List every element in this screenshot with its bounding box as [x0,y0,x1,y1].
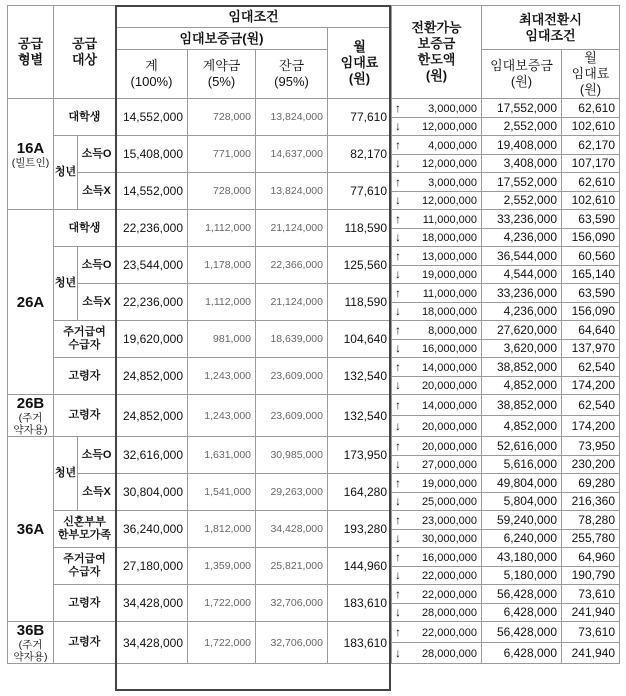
deposit-balance: 13,824,000 [256,173,328,210]
header-supply-target: 공급 대상 [54,6,116,99]
max-conversion-rent: 241,940 [562,643,620,664]
arrow-up-icon: ↑ [395,359,401,374]
convertible-limit-value: 25,000,000 [421,496,477,509]
convertible-limit-cell [392,210,482,229]
deposit-total: 22,236,000 [116,210,188,247]
supply-type-cell [8,99,54,210]
arrow-down-icon: ↓ [395,267,401,282]
max-conversion-deposit: 5,180,000 [482,566,562,585]
income-condition-cell: 소득X [78,284,116,321]
deposit-total: 24,852,000 [116,395,188,437]
deposit-balance: 30,985,000 [256,437,328,474]
convertible-limit-value: 18,000,000 [421,306,477,319]
rental-conditions-table [7,5,620,664]
supply-target-cell: 청년 [54,247,78,321]
deposit-balance: 22,366,000 [256,247,328,284]
supply-type-label: 16A [16,139,45,157]
convertible-limit-cell [392,358,482,377]
max-conversion-deposit: 2,552,000 [482,191,562,210]
supply-target-cell: 주거급여 수급자 [54,321,116,358]
arrow-down-icon: ↓ [395,419,401,433]
supply-target-cell: 신혼부부 한부모가족 [54,511,116,548]
supply-target-cell: 청년 [54,136,78,210]
deposit-balance: 18,639,000 [256,321,328,358]
deposit-balance: 23,609,000 [256,395,328,437]
deposit-balance: 23,609,000 [256,358,328,395]
deposit-total: 36,240,000 [116,511,188,548]
max-conversion-deposit: 6,240,000 [482,529,562,548]
convertible-limit-value: 20,000,000 [421,421,477,433]
supply-type-note: (주거 약자용) [13,412,48,436]
supply-type-cell [8,395,54,437]
income-condition-cell: 소득O [78,247,116,284]
supply-type-cell [8,210,54,395]
arrow-down-icon: ↓ [395,304,401,319]
convertible-limit-cell [392,455,482,474]
arrow-up-icon: ↑ [395,285,401,300]
table-row [8,358,620,377]
table-row [8,395,620,416]
arrow-down-icon: ↓ [395,193,401,208]
max-conversion-rent: 230,200 [562,455,620,474]
arrow-down-icon: ↓ [395,494,401,509]
max-conversion-deposit: 52,616,000 [482,437,562,456]
table-row [8,622,620,643]
convertible-limit-cell [392,511,482,530]
arrow-up-icon: ↑ [395,100,401,115]
convertible-limit-cell [392,585,482,604]
arrow-up-icon: ↑ [395,625,401,639]
convertible-limit-value: 14,000,000 [421,400,477,412]
max-conversion-deposit: 4,236,000 [482,228,562,247]
table-row [8,247,620,266]
arrow-down-icon: ↓ [395,605,401,620]
supply-type-label: 26A [16,293,45,311]
max-conversion-deposit: 17,552,000 [482,99,562,118]
convertible-limit-value: 4,000,000 [428,139,477,152]
arrow-down-icon: ↓ [395,646,401,660]
convertible-limit-cell [392,228,482,247]
deposit-contract: 771,000 [188,136,256,173]
table-row [8,284,620,303]
deposit-contract: 1,631,000 [188,437,256,474]
convertible-limit-cell [392,376,482,395]
max-conversion-rent: 156,090 [562,302,620,321]
convertible-limit-value: 30,000,000 [421,533,477,546]
convertible-limit-value: 20,000,000 [421,380,477,393]
deposit-total: 22,236,000 [116,284,188,321]
deposit-contract: 728,000 [188,173,256,210]
convertible-limit-value: 8,000,000 [428,324,477,337]
convertible-limit-cell [392,284,482,303]
convertible-limit-value: 11,000,000 [422,213,477,226]
deposit-contract: 981,000 [188,321,256,358]
supply-target-cell: 고령자 [54,622,116,664]
max-conversion-deposit: 5,804,000 [482,492,562,511]
convertible-limit-cell [392,265,482,284]
supply-type-cell [8,622,54,664]
monthly-rent: 173,950 [328,437,392,474]
max-conversion-deposit: 38,852,000 [482,395,562,416]
arrow-down-icon: ↓ [395,531,401,546]
convertible-limit-value: 16,000,000 [421,551,477,564]
monthly-rent: 118,590 [328,210,392,247]
max-conversion-deposit: 4,544,000 [482,265,562,284]
convertible-limit-value: 23,000,000 [421,514,477,527]
convertible-limit-value: 28,000,000 [421,648,477,660]
max-conversion-deposit: 6,428,000 [482,603,562,622]
deposit-balance: 32,706,000 [256,585,328,622]
deposit-contract: 1,112,000 [188,210,256,247]
table-row [8,321,620,340]
convertible-limit-value: 11,000,000 [422,287,477,300]
max-conversion-deposit: 19,408,000 [482,136,562,155]
max-conversion-rent: 63,590 [562,284,620,303]
convertible-limit-cell [392,99,482,118]
table-row [8,136,620,155]
header-rental-conditions: 임대조건 [116,6,392,28]
monthly-rent: 77,610 [328,99,392,136]
supply-target-cell: 대학생 [54,99,116,136]
deposit-contract: 1,812,000 [188,511,256,548]
convertible-limit-value: 12,000,000 [421,121,477,134]
arrow-up-icon: ↑ [395,398,401,412]
convertible-limit-value: 12,000,000 [421,158,477,171]
arrow-down-icon: ↓ [395,230,401,245]
arrow-up-icon: ↑ [395,248,401,263]
convertible-limit-cell [392,492,482,511]
deposit-contract: 728,000 [188,99,256,136]
convertible-limit-cell [392,643,482,664]
max-conversion-rent: 78,280 [562,511,620,530]
arrow-up-icon: ↑ [395,549,401,564]
max-conversion-deposit: 4,852,000 [482,416,562,437]
convertible-limit-value: 22,000,000 [421,627,477,639]
max-conversion-deposit: 4,852,000 [482,376,562,395]
max-conversion-rent: 73,610 [562,622,620,643]
max-conversion-deposit: 33,236,000 [482,284,562,303]
deposit-total: 34,428,000 [116,622,188,664]
header-total: 계 (100%) [116,50,188,99]
max-conversion-deposit: 56,428,000 [482,585,562,604]
table-row [8,511,620,530]
max-conversion-rent: 62,170 [562,136,620,155]
convertible-limit-value: 19,000,000 [421,269,477,282]
deposit-total: 34,428,000 [116,585,188,622]
max-conversion-deposit: 17,552,000 [482,173,562,192]
convertible-limit-cell [392,437,482,456]
deposit-balance: 21,124,000 [256,284,328,321]
max-conversion-deposit: 33,236,000 [482,210,562,229]
max-conversion-rent: 156,090 [562,228,620,247]
convertible-limit-cell [392,474,482,493]
max-conversion-deposit: 49,804,000 [482,474,562,493]
deposit-total: 15,408,000 [116,136,188,173]
max-conversion-rent: 62,610 [562,173,620,192]
supply-type-note: (주거 약자용) [13,639,48,663]
monthly-rent: 132,540 [328,358,392,395]
header-deposit: 임대보증금(원) [116,28,328,50]
convertible-limit-cell [392,117,482,136]
supply-type-label: 26B [16,395,45,412]
max-conversion-deposit: 4,236,000 [482,302,562,321]
convertible-limit-cell [392,416,482,437]
convertible-limit-cell [392,339,482,358]
max-conversion-deposit: 43,180,000 [482,548,562,567]
convertible-limit-cell [392,247,482,266]
income-condition-cell: 소득X [78,173,116,210]
max-conversion-rent: 69,280 [562,474,620,493]
deposit-total: 23,544,000 [116,247,188,284]
supply-target-cell: 고령자 [54,585,116,622]
arrow-down-icon: ↓ [395,119,401,134]
convertible-limit-cell [392,136,482,155]
header-max-deposit: 임대보증금 (원) [482,50,562,99]
deposit-total: 32,616,000 [116,437,188,474]
convertible-limit-value: 13,000,000 [421,250,477,263]
convertible-limit-cell [392,603,482,622]
max-conversion-rent: 63,590 [562,210,620,229]
deposit-total: 24,852,000 [116,358,188,395]
max-conversion-rent: 241,940 [562,603,620,622]
convertible-limit-value: 27,000,000 [421,459,477,472]
convertible-limit-cell [392,191,482,210]
deposit-contract: 1,722,000 [188,585,256,622]
convertible-limit-cell [392,321,482,340]
convertible-limit-cell [392,154,482,173]
arrow-down-icon: ↓ [395,341,401,356]
supply-type-label: 36A [16,520,45,538]
deposit-contract: 1,722,000 [188,622,256,664]
monthly-rent: 77,610 [328,173,392,210]
header-convertible-limit: 전환가능 보증금 한도액 (원) [392,6,482,99]
max-conversion-rent: 73,950 [562,437,620,456]
arrow-up-icon: ↑ [395,438,401,453]
convertible-limit-value: 3,000,000 [428,102,477,115]
max-conversion-deposit: 36,544,000 [482,247,562,266]
max-conversion-rent: 64,640 [562,321,620,340]
convertible-limit-value: 28,000,000 [421,607,477,620]
max-conversion-rent: 102,610 [562,191,620,210]
max-conversion-deposit: 56,428,000 [482,622,562,643]
convertible-limit-cell [392,548,482,567]
monthly-rent: 118,590 [328,284,392,321]
deposit-total: 14,552,000 [116,173,188,210]
convertible-limit-value: 20,000,000 [421,440,477,453]
income-condition-cell: 소득O [78,437,116,474]
max-conversion-deposit: 2,552,000 [482,117,562,136]
table-row [8,99,620,118]
supply-target-cell: 고령자 [54,358,116,395]
deposit-balance: 13,824,000 [256,99,328,136]
supply-type-cell [8,437,54,622]
convertible-limit-cell [392,302,482,321]
header-max-rent: 월 임대료 (원) [562,50,620,99]
max-conversion-rent: 102,610 [562,117,620,136]
max-conversion-rent: 165,140 [562,265,620,284]
max-conversion-deposit: 38,852,000 [482,358,562,377]
max-conversion-deposit: 6,428,000 [482,643,562,664]
monthly-rent: 183,610 [328,622,392,664]
max-conversion-rent: 60,560 [562,247,620,266]
max-conversion-deposit: 3,620,000 [482,339,562,358]
deposit-balance: 25,821,000 [256,548,328,585]
convertible-limit-value: 16,000,000 [421,343,477,356]
convertible-limit-value: 19,000,000 [421,477,477,490]
deposit-balance: 21,124,000 [256,210,328,247]
supply-target-cell: 고령자 [54,395,116,437]
header-monthly-rent: 월 임대료 (원) [328,28,392,99]
convertible-limit-value: 12,000,000 [421,195,477,208]
income-condition-cell: 소득X [78,474,116,511]
deposit-contract: 1,178,000 [188,247,256,284]
arrow-up-icon: ↑ [395,211,401,226]
table-row [8,585,620,604]
convertible-limit-value: 22,000,000 [421,588,477,601]
arrow-up-icon: ↑ [395,586,401,601]
monthly-rent: 164,280 [328,474,392,511]
convertible-limit-value: 18,000,000 [421,232,477,245]
deposit-contract: 1,112,000 [188,284,256,321]
deposit-balance: 32,706,000 [256,622,328,664]
monthly-rent: 183,610 [328,585,392,622]
monthly-rent: 82,170 [328,136,392,173]
deposit-contract: 1,243,000 [188,358,256,395]
supply-type-label: 36B [16,622,45,639]
header-contract: 계약금 (5%) [188,50,256,99]
arrow-up-icon: ↑ [395,475,401,490]
max-conversion-rent: 62,540 [562,358,620,377]
monthly-rent: 125,560 [328,247,392,284]
arrow-down-icon: ↓ [395,156,401,171]
supply-target-cell: 대학생 [54,210,116,247]
supply-target-cell: 청년 [54,437,78,511]
max-conversion-rent: 255,780 [562,529,620,548]
max-conversion-deposit: 5,616,000 [482,455,562,474]
convertible-limit-cell [392,622,482,643]
max-conversion-deposit: 59,240,000 [482,511,562,530]
arrow-down-icon: ↓ [395,378,401,393]
deposit-balance: 34,428,000 [256,511,328,548]
max-conversion-rent: 174,200 [562,416,620,437]
arrow-down-icon: ↓ [395,568,401,583]
deposit-contract: 1,243,000 [188,395,256,437]
max-conversion-rent: 73,610 [562,585,620,604]
max-conversion-rent: 216,360 [562,492,620,511]
max-conversion-rent: 190,790 [562,566,620,585]
arrow-up-icon: ↑ [395,174,401,189]
deposit-total: 30,804,000 [116,474,188,511]
max-conversion-rent: 62,540 [562,395,620,416]
table-row [8,173,620,192]
deposit-balance: 29,263,000 [256,474,328,511]
max-conversion-rent: 62,610 [562,99,620,118]
convertible-limit-cell [392,173,482,192]
deposit-total: 14,552,000 [116,99,188,136]
income-condition-cell: 소득O [78,136,116,173]
convertible-limit-value: 22,000,000 [421,570,477,583]
monthly-rent: 132,540 [328,395,392,437]
convertible-limit-value: 14,000,000 [421,361,477,374]
header-balance: 잔금 (95%) [256,50,328,99]
deposit-total: 27,180,000 [116,548,188,585]
supply-target-cell: 주거급여 수급자 [54,548,116,585]
supply-type-note: (빌트인) [11,156,50,169]
monthly-rent: 193,280 [328,511,392,548]
convertible-limit-value: 3,000,000 [428,176,477,189]
max-conversion-rent: 107,170 [562,154,620,173]
arrow-up-icon: ↑ [395,322,401,337]
table-row [8,474,620,493]
table-row [8,548,620,567]
convertible-limit-cell [392,395,482,416]
monthly-rent: 104,640 [328,321,392,358]
header-max-conversion: 최대전환시 임대조건 [482,6,620,50]
max-conversion-deposit: 27,620,000 [482,321,562,340]
deposit-contract: 1,541,000 [188,474,256,511]
deposit-contract: 1,359,000 [188,548,256,585]
deposit-balance: 14,637,000 [256,136,328,173]
deposit-total: 19,620,000 [116,321,188,358]
arrow-up-icon: ↑ [395,512,401,527]
arrow-up-icon: ↑ [395,137,401,152]
convertible-limit-cell [392,529,482,548]
convertible-limit-cell [392,566,482,585]
arrow-down-icon: ↓ [395,457,401,472]
monthly-rent: 144,960 [328,548,392,585]
table-row [8,437,620,456]
max-conversion-rent: 174,200 [562,376,620,395]
header-supply-type: 공급 형별 [8,6,54,99]
max-conversion-deposit: 3,408,000 [482,154,562,173]
max-conversion-rent: 137,970 [562,339,620,358]
max-conversion-rent: 64,960 [562,548,620,567]
table-row [8,210,620,229]
